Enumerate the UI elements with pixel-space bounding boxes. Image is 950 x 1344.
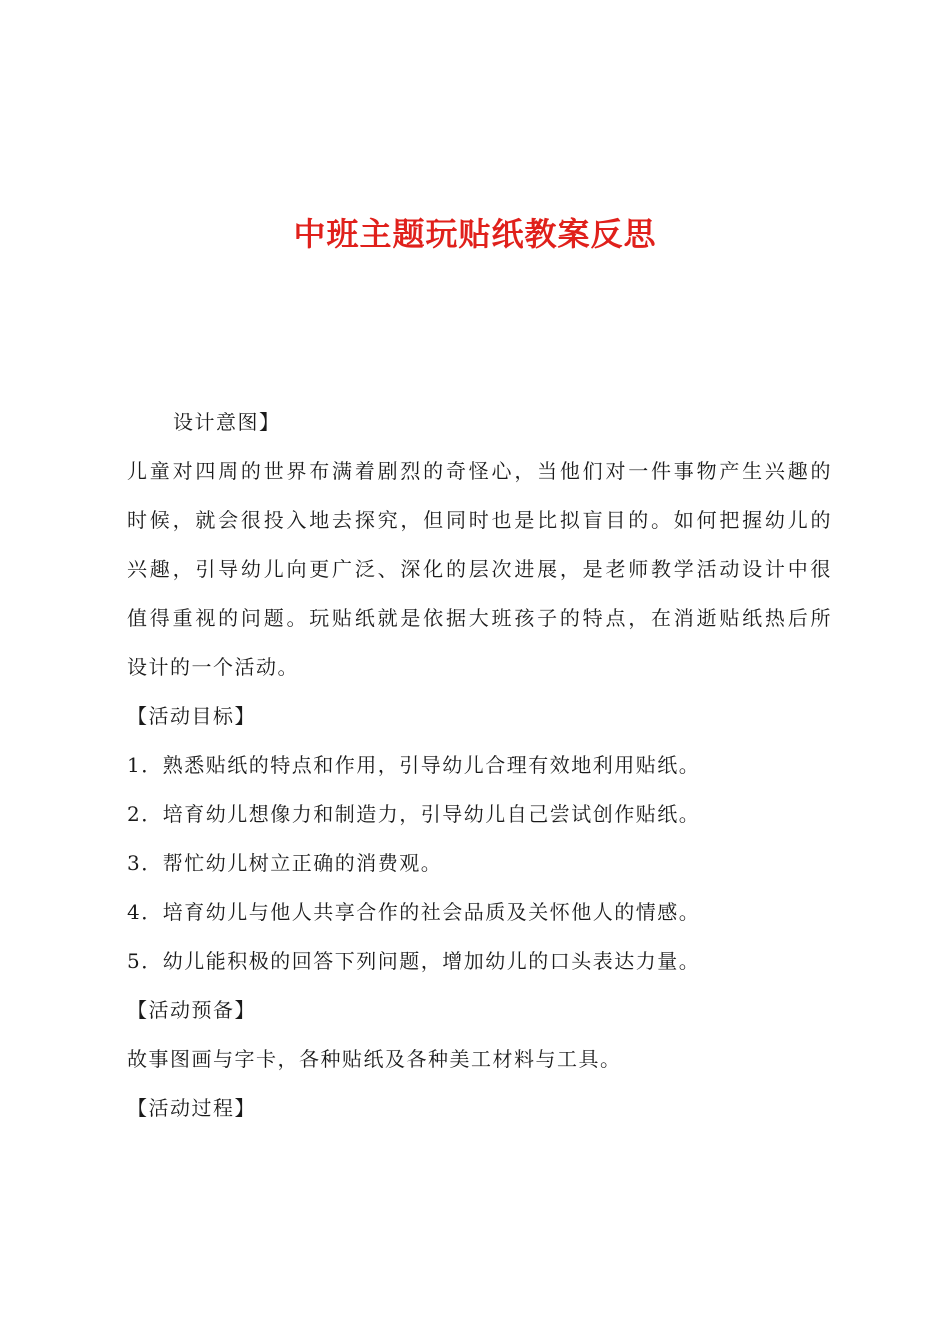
section-heading-goals: 【活动目标】 [127, 704, 256, 728]
document-title: 中班主题玩贴纸教案反思 [293, 215, 657, 253]
goal-item: 3．帮忙幼儿树立正确的消费观。 [127, 851, 443, 875]
goal-item: 2．培育幼儿想像力和制造力，引导幼儿自己尝试创作贴纸。 [127, 802, 701, 826]
document-body [127, 398, 832, 1133]
section-heading-design: 设计意图】 [173, 410, 281, 434]
section-heading-process: 【活动过程】 [127, 1096, 256, 1120]
paragraph-line: 值得重视的问题。玩贴纸就是依据大班孩子的特点，在消逝贴纸热后所 [127, 606, 832, 630]
preparation-text: 故事图画与字卡，各种贴纸及各种美工材料与工具。 [127, 1047, 622, 1071]
goal-item: 4．培育幼儿与他人共享合作的社会品质及关怀他人的情感。 [127, 900, 701, 924]
paragraph-line: 时候，就会很投入地去探究，但同时也是比拟盲目的。如何把握幼儿的 [127, 508, 832, 532]
paragraph-line: 兴趣，引导幼儿向更广泛、深化的层次进展，是老师教学活动设计中很 [127, 557, 832, 581]
goal-item: 1．熟悉贴纸的特点和作用，引导幼儿合理有效地利用贴纸。 [127, 753, 701, 777]
paragraph-line: 儿童对四周的世界布满着剧烈的奇怪心，当他们对一件事物产生兴趣的 [127, 459, 832, 483]
paragraph-line: 设计的一个活动。 [127, 655, 299, 679]
section-heading-preparation: 【活动预备】 [127, 998, 256, 1022]
goal-item: 5．幼儿能积极的回答下列问题，增加幼儿的口头表达力量。 [127, 949, 701, 973]
